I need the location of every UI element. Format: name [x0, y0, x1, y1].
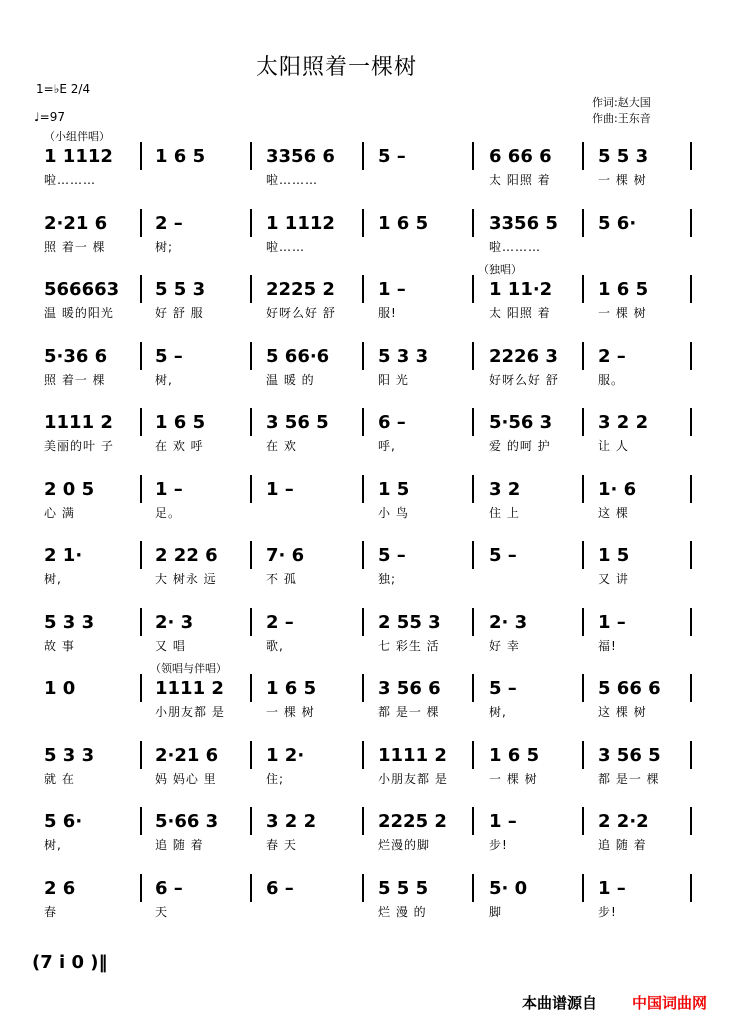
lyric-text: 又 唱 [155, 638, 186, 653]
measure-notes: 5·66 3 [155, 811, 219, 832]
bar-line [582, 807, 584, 835]
bar-line [140, 541, 142, 569]
measure-notes: 1 11·2 [489, 279, 553, 300]
measure-notes: 2225 2 [378, 811, 447, 832]
measure-notes: 1 1112 [44, 146, 113, 167]
lyric-text: 一 棵 树 [598, 173, 647, 187]
lyric-text: 这 棵 树 [598, 705, 647, 719]
measure-notes: 2·21 6 [44, 212, 108, 234]
lyric-text: 啦…… [266, 239, 306, 254]
bar-line [140, 209, 142, 237]
measure-notes: 1 2· [266, 744, 305, 766]
bar-line [362, 741, 364, 769]
bar-line [250, 342, 252, 370]
measure-notes: 5 3 3 [44, 611, 95, 633]
bar-line [362, 874, 364, 902]
measure-notes: 5 5 3 [155, 279, 206, 300]
measure-notes: 2 55 3 [378, 611, 441, 633]
bar-line [140, 741, 142, 769]
measure-notes: 5 3 3 [44, 744, 95, 766]
bar-line [140, 807, 142, 835]
measure-notes: 5 5 5 [378, 877, 429, 899]
lyric-text: 照 着一 棵 [44, 239, 106, 254]
lyric-text: 小朋友都 是 [378, 771, 448, 786]
measure-notes: 1 – [598, 877, 626, 899]
lyric-text: 大 树永 远 [155, 572, 217, 586]
measure-notes: 5 6· [44, 811, 83, 832]
lyric-text: 美丽的叶 子 [44, 439, 114, 453]
lyric-text: 又 讲 [598, 572, 629, 586]
bar-line [690, 342, 692, 370]
measure-notes: 5 – [378, 146, 406, 167]
bar-line [582, 408, 584, 436]
lyricist-credit: 作词:赵大国 [592, 96, 651, 109]
bar-line [582, 142, 584, 170]
measure-notes: 3356 6 [266, 146, 335, 167]
lyric-text: 福! [598, 638, 617, 653]
measure-notes: 2226 3 [489, 345, 558, 367]
time-signature: 2/4 [70, 82, 91, 96]
measure-notes: 5· 0 [489, 877, 528, 899]
lyric-text: 爱 的呵 护 [489, 439, 551, 453]
measure-notes: 5·36 6 [44, 345, 108, 367]
measure-notes: 1 5 [598, 545, 630, 566]
bar-line [250, 408, 252, 436]
lyric-text: 树, [44, 572, 62, 586]
bar-line [472, 342, 474, 370]
lyric-text: 在 欢 [266, 439, 297, 453]
footer-site: 中国词曲网 [632, 994, 708, 1012]
measure-notes: 5 6· [598, 212, 637, 234]
key-text: 1=♭E [36, 82, 67, 96]
bar-line [690, 874, 692, 902]
measure-notes: 5 66·6 [266, 345, 330, 367]
measure-notes: 1111 2 [378, 744, 447, 766]
lyric-text: 树, [489, 705, 507, 719]
lyric-text: 春 天 [266, 838, 297, 852]
lyric-text: 小朋友都 是 [155, 705, 225, 719]
lyric-text: 一 棵 树 [598, 306, 647, 320]
lyric-text: 好 舒 服 [155, 306, 204, 320]
lyric-text: 在 欢 呼 [155, 439, 204, 453]
measure-notes: 5 66 6 [598, 678, 661, 699]
bar-line [140, 142, 142, 170]
section-label: （独唱） [478, 263, 522, 276]
bar-line [472, 209, 474, 237]
measure-notes: 1 1112 [266, 212, 335, 234]
bar-line [362, 674, 364, 702]
bar-line [140, 674, 142, 702]
bar-line [472, 874, 474, 902]
bar-line [472, 541, 474, 569]
bar-line [362, 209, 364, 237]
measure-notes: 1111 2 [155, 678, 224, 699]
bar-line [690, 741, 692, 769]
bar-line [690, 275, 692, 303]
section-label: （领唱与伴唱） [150, 662, 227, 675]
lyric-text: 呼, [378, 439, 396, 453]
lyric-text: 啦……… [44, 173, 97, 187]
measure-notes: 2 2·2 [598, 811, 649, 832]
lyric-text: 好 幸 [489, 638, 520, 653]
lyric-text: 树, [44, 838, 62, 852]
lyric-text: 独; [378, 572, 397, 586]
lyric-text: 烂漫的脚 [378, 838, 431, 852]
bar-line [472, 674, 474, 702]
lyric-text: 都 是一 棵 [598, 771, 660, 786]
lyric-text: 温 暖 的 [266, 372, 315, 387]
measure-notes: 5 – [489, 678, 517, 699]
bar-line [472, 608, 474, 636]
measure-notes: 3 56 5 [266, 412, 329, 433]
bar-line [250, 874, 252, 902]
song-title: 太阳照着一棵树 [256, 55, 418, 80]
measure-notes: 2225 2 [266, 279, 335, 300]
bar-line [582, 475, 584, 503]
lyric-text: 让 人 [598, 439, 629, 453]
lyric-text: 天 [155, 904, 169, 919]
lyric-text: 追 随 着 [155, 838, 204, 852]
measure-notes: 2 – [266, 611, 294, 633]
lyric-text: 足。 [155, 505, 182, 520]
bar-line [250, 608, 252, 636]
measure-notes: 566663 [44, 279, 120, 300]
bar-line [140, 475, 142, 503]
bar-line [362, 807, 364, 835]
measure-notes: 3 2 2 [266, 811, 317, 832]
tempo-marking: ♩=97 [34, 110, 65, 124]
lyric-text: 故 事 [44, 638, 75, 653]
lyric-text: 太 阳照 着 [489, 173, 551, 187]
lyric-text: 啦……… [489, 239, 542, 254]
bar-line [690, 475, 692, 503]
measure-notes: 6 – [378, 412, 406, 433]
bar-line [250, 541, 252, 569]
lyric-text: 住; [266, 771, 285, 786]
lyric-text: 烂 漫 的 [378, 904, 427, 919]
footer-source: 本曲谱源自 [522, 994, 598, 1012]
measure-notes: 3 56 6 [378, 678, 441, 699]
measure-notes: 5 – [489, 545, 517, 566]
bar-line [472, 142, 474, 170]
measure-notes: 5·56 3 [489, 412, 553, 433]
lyric-text: 啦……… [266, 173, 319, 187]
measure-notes: 1 6 5 [155, 146, 206, 167]
measure-notes: 5 3 3 [378, 345, 429, 367]
measure-notes: 1 – [598, 611, 626, 633]
bar-line [140, 408, 142, 436]
bar-line [362, 541, 364, 569]
bar-line [582, 209, 584, 237]
bar-line [690, 209, 692, 237]
bar-line [362, 608, 364, 636]
bar-line [140, 608, 142, 636]
measure-notes: 2 6 [44, 877, 76, 899]
measure-notes: 1 6 5 [155, 412, 206, 433]
lyric-text: 阳 光 [378, 372, 409, 387]
lyric-text: 不 孤 [266, 572, 297, 586]
measure-notes: 5 5 3 [598, 146, 649, 167]
measure-notes: 2 – [598, 345, 626, 367]
bar-line [362, 275, 364, 303]
bar-line [362, 142, 364, 170]
bar-line [250, 807, 252, 835]
bar-line [362, 342, 364, 370]
lyric-text: 步! [489, 838, 508, 852]
bar-line [690, 541, 692, 569]
measure-notes: 1 6 5 [378, 212, 429, 234]
bar-line [250, 275, 252, 303]
bar-line [472, 275, 474, 303]
measure-notes: 2 1· [44, 545, 83, 566]
bar-line [582, 741, 584, 769]
lyric-text: 树, [155, 372, 173, 387]
bar-line [582, 608, 584, 636]
lyric-text: 服! [378, 306, 397, 320]
measure-notes: 2 22 6 [155, 545, 218, 566]
measure-notes: 1 – [378, 279, 406, 300]
measure-notes: 1 0 [44, 678, 76, 699]
lyric-text: 都 是一 棵 [378, 705, 440, 719]
lyric-text: 住 上 [489, 505, 520, 520]
bar-line [140, 874, 142, 902]
measure-notes: 2 – [155, 212, 183, 234]
tail-measure: (7 i 0 )‖ [32, 952, 108, 973]
lyric-text: 七 彩生 活 [378, 638, 440, 653]
lyric-text: 小 鸟 [378, 505, 409, 520]
measure-notes: 2· 3 [489, 611, 528, 633]
lyric-text: 就 在 [44, 771, 75, 786]
measure-notes: 6 66 6 [489, 146, 552, 167]
measure-notes: 5 – [378, 545, 406, 566]
bar-line [472, 408, 474, 436]
measure-notes: 3 56 5 [598, 744, 661, 766]
lyric-text: 好呀么好 舒 [489, 372, 559, 387]
measure-notes: 2 0 5 [44, 478, 95, 500]
lyric-text: 追 随 着 [598, 838, 647, 852]
bar-line [582, 674, 584, 702]
bar-line [690, 142, 692, 170]
bar-line [250, 142, 252, 170]
measure-notes: 1 – [489, 811, 517, 832]
measure-notes: 1 5 [378, 478, 410, 500]
bar-line [140, 342, 142, 370]
bar-line [250, 209, 252, 237]
bar-line [582, 541, 584, 569]
measure-notes: 2·21 6 [155, 744, 219, 766]
measure-notes: 1 6 5 [598, 279, 649, 300]
lyric-text: 树; [155, 239, 174, 254]
bar-line [250, 475, 252, 503]
measure-notes: 6 – [266, 877, 294, 899]
lyric-text: 好呀么好 舒 [266, 306, 336, 320]
section-label: （小组伴唱） [44, 130, 110, 143]
lyric-text: 服。 [598, 372, 625, 387]
lyric-text: 妈 妈心 里 [155, 771, 217, 786]
measure-notes: 1 6 5 [489, 744, 540, 766]
bar-line [250, 741, 252, 769]
bar-line [362, 475, 364, 503]
measure-notes: 3 2 [489, 478, 521, 500]
measure-notes: 5 – [155, 345, 183, 367]
measure-notes: 1· 6 [598, 478, 637, 500]
bar-line [690, 807, 692, 835]
lyric-text: 步! [598, 904, 617, 919]
lyric-text: 心 满 [44, 505, 75, 520]
lyric-text: 太 阳照 着 [489, 306, 551, 320]
measure-notes: 6 – [155, 877, 183, 899]
bar-line [140, 275, 142, 303]
key-signature [36, 82, 90, 96]
bar-line [362, 408, 364, 436]
bar-line [582, 874, 584, 902]
lyric-text: 温 暖的阳光 [44, 306, 114, 320]
lyric-text: 一 棵 树 [489, 771, 538, 786]
lyric-text: 春 [44, 904, 58, 919]
measure-notes: 3356 5 [489, 212, 558, 234]
bar-line [690, 608, 692, 636]
bar-line [472, 475, 474, 503]
measure-notes: 1 – [266, 478, 294, 500]
lyric-text: 照 着一 棵 [44, 372, 106, 387]
lyric-text: 一 棵 树 [266, 705, 315, 719]
lyric-text: 这 棵 [598, 505, 629, 520]
measure-notes: 1111 2 [44, 412, 113, 433]
measure-notes: 1 – [155, 478, 183, 500]
bar-line [472, 807, 474, 835]
bar-line [582, 275, 584, 303]
measure-notes: 2· 3 [155, 611, 194, 633]
bar-line [690, 674, 692, 702]
bar-line [250, 674, 252, 702]
composer-credit: 作曲:王东音 [592, 112, 651, 125]
lyric-text: 脚 [489, 904, 503, 919]
measure-notes: 7· 6 [266, 545, 305, 566]
measure-notes: 1 6 5 [266, 678, 317, 699]
lyric-text: 歌, [266, 638, 284, 653]
bar-line [690, 408, 692, 436]
measure-notes: 3 2 2 [598, 412, 649, 433]
bar-line [582, 342, 584, 370]
bar-line [472, 741, 474, 769]
